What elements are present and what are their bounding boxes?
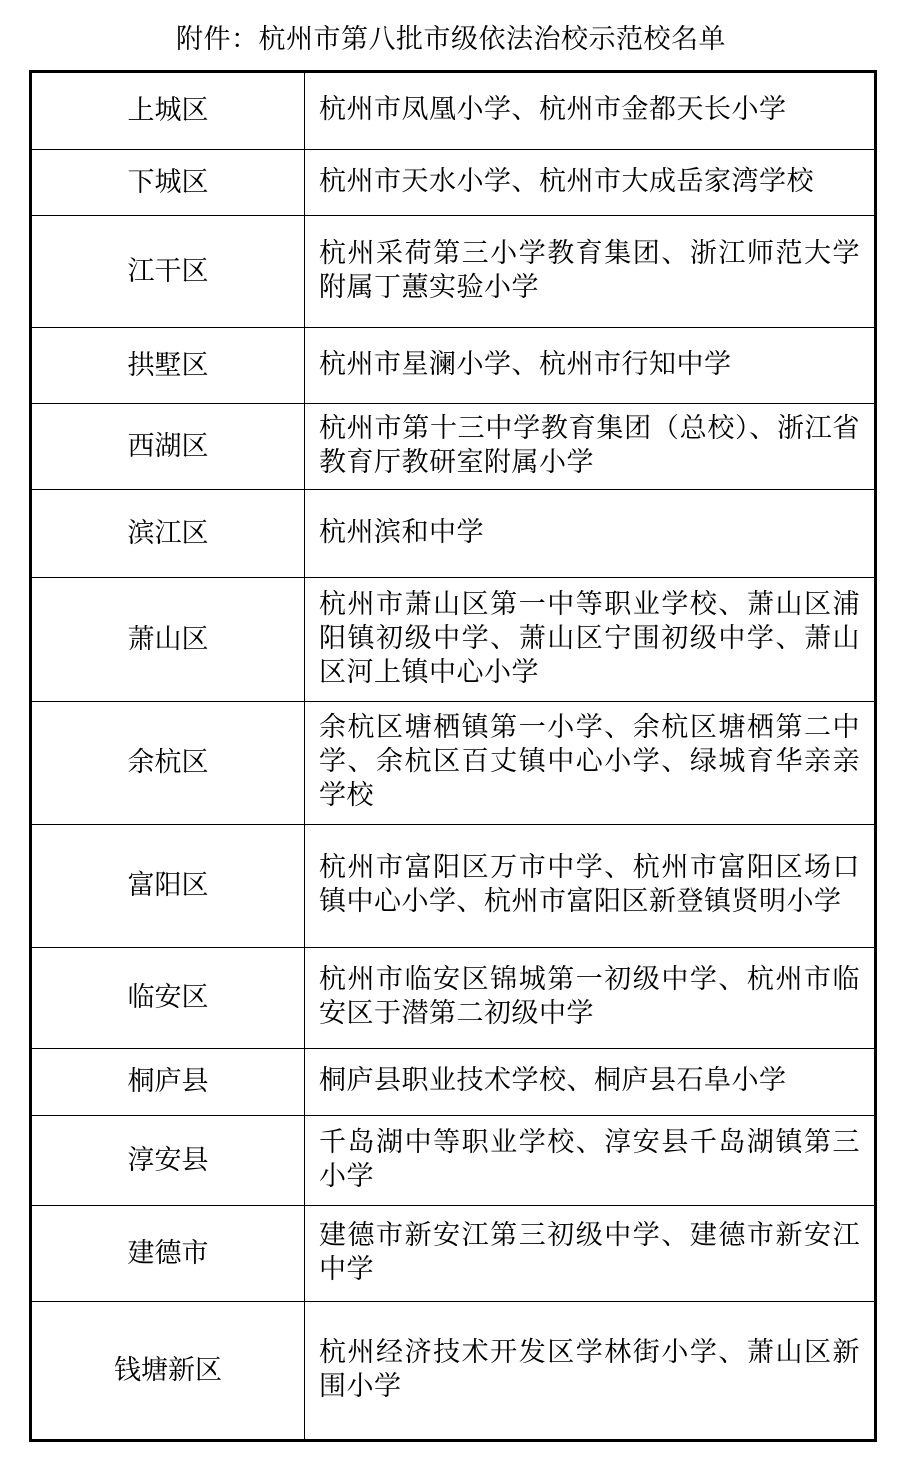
table-row: [31, 216, 876, 328]
schools-cell: 千岛湖中等职业学校、淳安县千岛湖镇第三小学: [305, 1116, 876, 1206]
table-row: [31, 490, 876, 578]
schools-cell: 杭州市萧山区第一中等职业学校、萧山区浦阳镇初级中学、萧山区宁围初级中学、萧山区河上镇中心小学: [305, 578, 876, 702]
table-row: [31, 578, 876, 702]
district-cell: 桐庐县: [31, 1049, 305, 1116]
table-row: [31, 404, 876, 490]
table-row: [31, 150, 876, 216]
district-cell: 钱塘新区: [31, 1302, 305, 1441]
schools-cell: 杭州滨和中学: [305, 490, 876, 578]
table-row: [31, 825, 876, 948]
table-row: [31, 72, 876, 150]
table-row: [31, 702, 876, 825]
district-cell: 淳安县: [31, 1116, 305, 1206]
district-cell: 西湖区: [31, 404, 305, 490]
table-row: [31, 1049, 876, 1116]
table-row: [31, 1302, 876, 1441]
schools-cell: 杭州市星澜小学、杭州市行知中学: [305, 328, 876, 404]
schools-cell: 余杭区塘栖镇第一小学、余杭区塘栖第二中学、余杭区百丈镇中心小学、绿城育华亲亲学校: [305, 702, 876, 825]
table-row: [31, 948, 876, 1049]
schools-cell: 杭州市富阳区万市中学、杭州市富阳区场口镇中心小学、杭州市富阳区新登镇贤明小学: [305, 825, 876, 948]
schools-cell: 杭州市凤凰小学、杭州市金都天长小学: [305, 72, 876, 150]
district-cell: 拱墅区: [31, 328, 305, 404]
district-cell: 临安区: [31, 948, 305, 1049]
schools-cell: 杭州采荷第三小学教育集团、浙江师范大学附属丁蕙实验小学: [305, 216, 876, 328]
district-cell: 下城区: [31, 150, 305, 216]
district-cell: 余杭区: [31, 702, 305, 825]
school-list-table: [29, 70, 877, 1442]
district-cell: 滨江区: [31, 490, 305, 578]
schools-cell: 杭州经济技术开发区学林街小学、萧山区新围小学: [305, 1302, 876, 1441]
schools-cell: 杭州市临安区锦城第一初级中学、杭州市临安区于潜第二初级中学: [305, 948, 876, 1049]
schools-cell: 桐庐县职业技术学校、桐庐县石阜小学: [305, 1049, 876, 1116]
district-cell: 上城区: [31, 72, 305, 150]
schools-cell: 杭州市第十三中学教育集团（总校）、浙江省教育厅教研室附属小学: [305, 404, 876, 490]
district-cell: 富阳区: [31, 825, 305, 948]
table-row: [31, 1206, 876, 1302]
district-cell: 江干区: [31, 216, 305, 328]
table-row: [31, 1116, 876, 1206]
schools-cell: 建德市新安江第三初级中学、建德市新安江中学: [305, 1206, 876, 1302]
district-cell: 萧山区: [31, 578, 305, 702]
table-row: [31, 328, 876, 404]
district-cell: 建德市: [31, 1206, 305, 1302]
schools-cell: 杭州市天水小学、杭州市大成岳家湾学校: [305, 150, 876, 216]
document-title: 附件：杭州市第八批市级依法治校示范校名单: [176, 24, 726, 55]
